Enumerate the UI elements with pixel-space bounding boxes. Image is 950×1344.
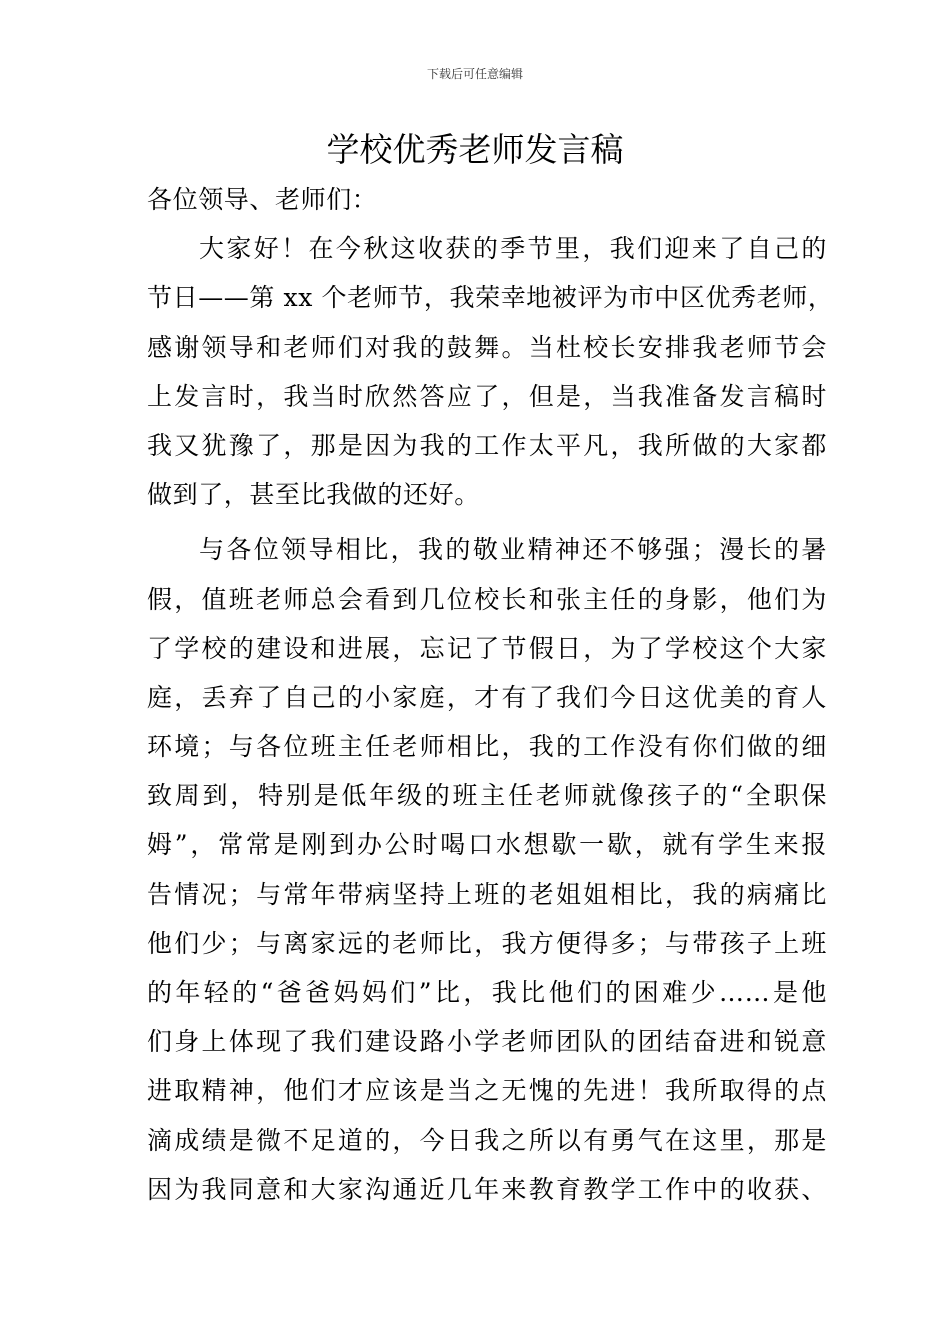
paragraph-line: 他们少；与离家远的老师比，我方便得多；与带孩子上班 bbox=[147, 928, 827, 958]
paragraph-line: 感谢领导和老师们对我的鼓舞。当杜校长安排我老师节会 bbox=[147, 332, 827, 362]
paragraph-line: 我又犹豫了，那是因为我的工作太平凡，我所做的大家都 bbox=[147, 430, 827, 460]
paragraph-line: 们身上体现了我们建设路小学老师团队的团结奋进和锐意 bbox=[147, 1027, 827, 1057]
salutation: 各位领导、老师们： bbox=[147, 185, 378, 214]
paragraph-1 bbox=[147, 224, 834, 519]
paragraph-line: 环境；与各位班主任老师相比，我的工作没有你们做的细 bbox=[147, 732, 827, 762]
paragraph-line: 大家好！在今秋这收获的季节里，我们迎来了自己的 bbox=[199, 234, 827, 264]
paragraph-line: 了学校的建设和进展，忘记了节假日，为了学校这个大家 bbox=[147, 633, 827, 663]
paragraph-line: 节日——第 xx 个老师节，我荣幸地被评为市中区优秀老师， bbox=[147, 283, 834, 313]
paragraph-2 bbox=[147, 525, 827, 1214]
paragraph-line: 与各位领导相比，我的敬业精神还不够强；漫长的暑 bbox=[199, 535, 827, 565]
paragraph-line: 致周到，特别是低年级的班主任老师就像孩子的“全职保 bbox=[147, 781, 827, 811]
paragraph-line: 的年轻的“爸爸妈妈们”比，我比他们的困难少……是他 bbox=[147, 978, 827, 1007]
header-note: 下载后可任意编辑 bbox=[426, 67, 523, 81]
paragraph-line: 因为我同意和大家沟通近几年来教育教学工作中的收获、 bbox=[147, 1174, 827, 1204]
paragraph-line: 假，值班老师总会看到几位校长和张主任的身影，他们为 bbox=[147, 584, 827, 614]
document-title: 学校优秀老师发言稿 bbox=[326, 130, 624, 169]
paragraph-line: 告情况；与常年带病坚持上班的老姐姐相比，我的病痛比 bbox=[147, 879, 827, 909]
paragraph-line: 庭，丢弃了自己的小家庭，才有了我们今日这优美的育人 bbox=[147, 682, 827, 712]
paragraph-line: 上发言时，我当时欣然答应了，但是，当我准备发言稿时 bbox=[147, 381, 827, 411]
paragraph-line: 滴成绩是微不足道的，今日我之所以有勇气在这里，那是 bbox=[147, 1125, 827, 1155]
paragraph-line: 姆”，常常是刚到办公时喝口水想歇一歇，就有学生来报 bbox=[147, 830, 827, 860]
paragraph-line: 做到了，甚至比我做的还好。 bbox=[147, 480, 480, 510]
paragraph-line: 进取精神，他们才应该是当之无愧的先进！我所取得的点 bbox=[147, 1076, 827, 1106]
document-body bbox=[147, 175, 834, 1214]
